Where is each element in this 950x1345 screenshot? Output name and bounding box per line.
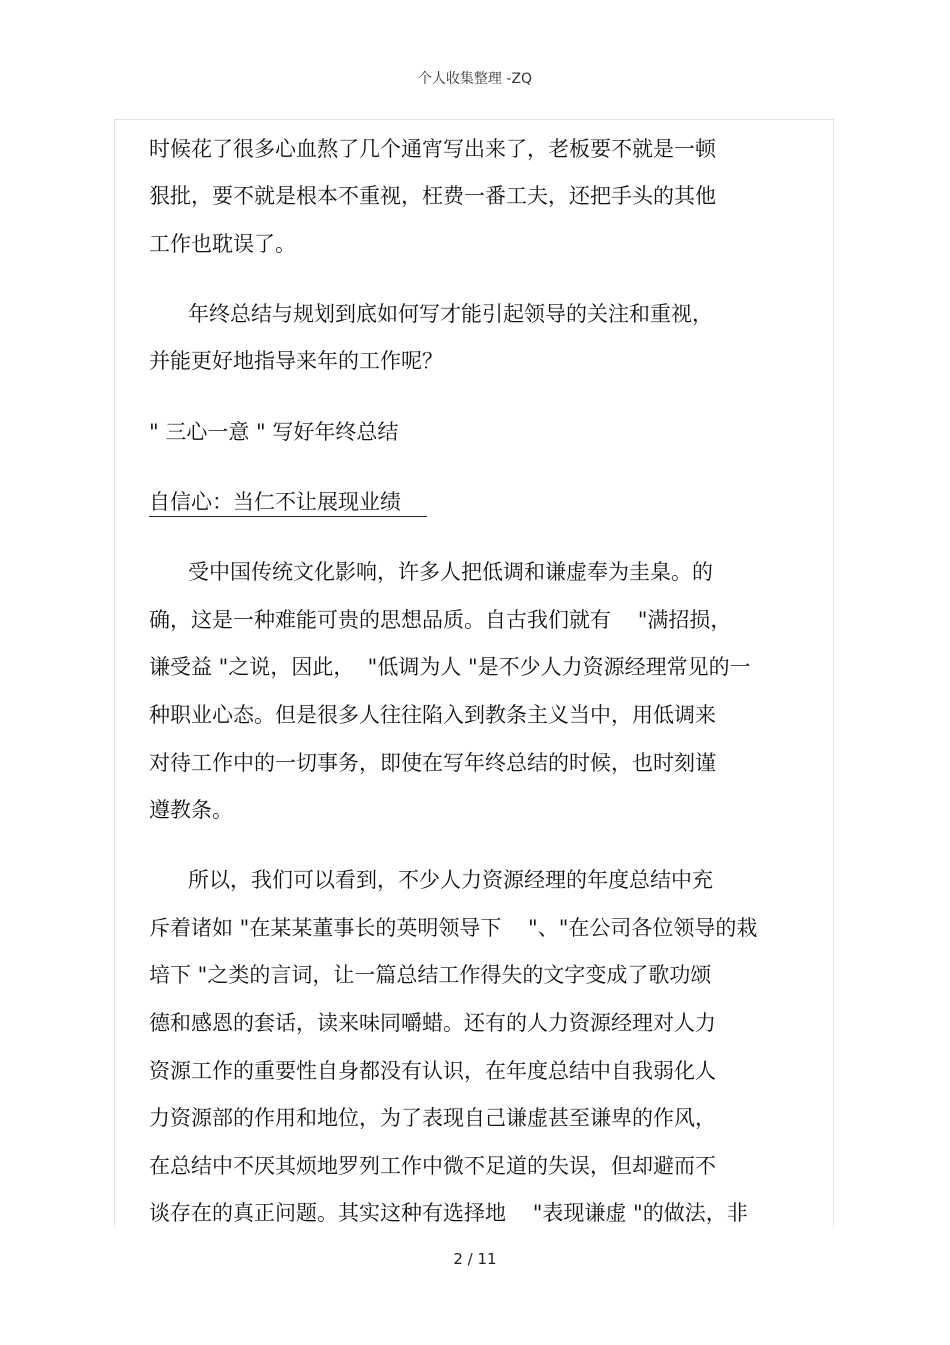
paragraph-line: 培下 "之类的言词，让一篇总结工作得失的文字变成了歌功颂	[149, 963, 712, 987]
paragraph-line: 年终总结与规划到底如何写才能引起领导的关注和重视，	[188, 302, 713, 326]
paragraph-line: 资源工作的重要性自身都没有认识，在年度总结中自我弱化人	[149, 1059, 716, 1083]
paragraph-line: 工作也耽误了。	[149, 232, 296, 256]
paragraph-line: 时候花了很多心血熬了几个通宵写出来了，老板要不就是一顿	[149, 137, 716, 161]
paragraph-line: 狠批，要不就是根本不重视，枉费一番工夫，还把手头的其他	[149, 184, 716, 208]
paragraph-line: 遵教条。	[149, 798, 233, 822]
subsection-heading	[149, 488, 427, 516]
section-title: " 三心一意 " 写好年终总结	[149, 420, 399, 444]
paragraph-line: 在总结中不厌其烦地罗列工作中微不足道的失误，但却避而不	[149, 1154, 716, 1178]
page-number: 2 / 11	[453, 1250, 497, 1268]
paragraph-line: 对待工作中的一切事务，即使在写年终总结的时候，也时刻谨	[149, 751, 716, 775]
paragraph-line: 种职业心态。但是很多人往往陷入到教条主义当中，用低调来	[149, 703, 716, 727]
paragraph-line: 确，这是一种难能可贵的思想品质。自古我们就有 "满招损，	[149, 608, 732, 632]
paragraph-line: 谈存在的真正问题。其实这种有选择地 "表现谦虚 "的做法，非	[149, 1201, 748, 1225]
paragraph-line: 德和感恩的套话，读来味同嚼蜡。还有的人力资源经理对人力	[149, 1011, 716, 1035]
paragraph-line: 所以，我们可以看到，不少人力资源经理的年度总结中充	[188, 868, 713, 892]
page-header: 个人收集整理 -ZQ	[417, 71, 533, 87]
paragraph-line: 受中国传统文化影响，许多人把低调和谦虚奉为圭臬。的	[188, 560, 713, 584]
subsection-heading-text: 自信心：当仁不让展现业绩	[149, 490, 427, 517]
paragraph-line: 并能更好地指导来年的工作呢？	[149, 349, 443, 373]
paragraph-line: 斥着诸如 "在某某董事长的英明领导下 "、"在公司各位领导的栽	[149, 916, 758, 940]
paragraph-line: 力资源部的作用和地位，为了表现自己谦虚甚至谦卑的作风，	[149, 1106, 716, 1130]
paragraph-line: 谦受益 "之说，因此， "低调为人 "是不少人力资源经理常见的一	[149, 655, 751, 679]
